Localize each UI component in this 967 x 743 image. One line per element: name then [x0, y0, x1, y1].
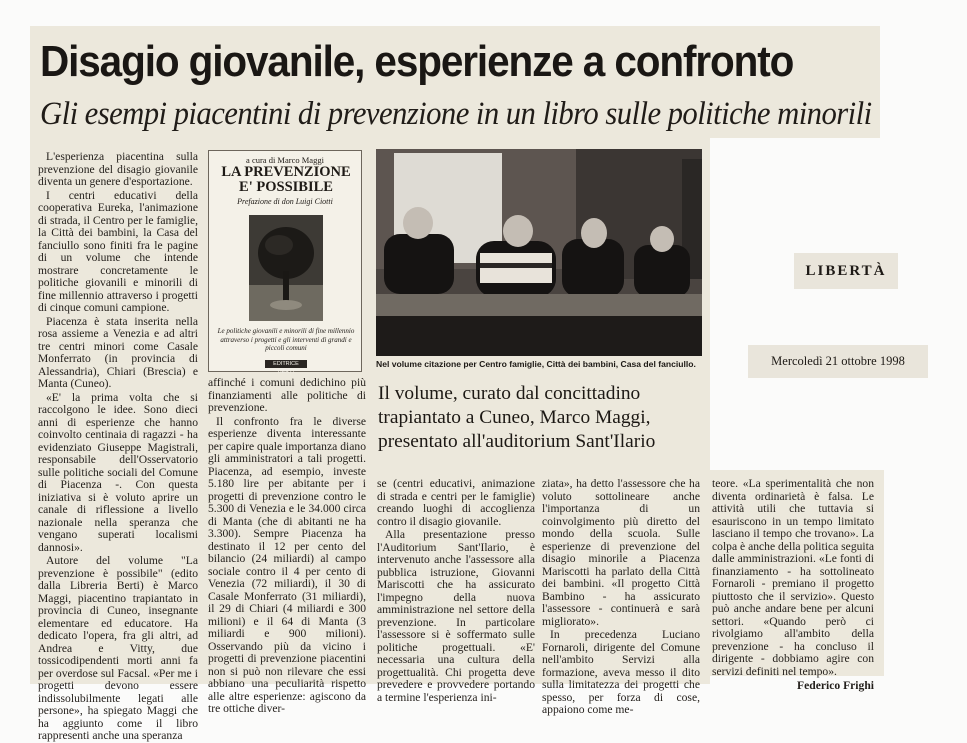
paragraph: «E' la prima volta che si raccolgono le idee. Sono dieci anni di esperienze che hanno coinvolto centinaia di ragazzi - ha evidenziato Giuseppe Magistrali, responsabile dell'Osservatorio sulle politiche sociali del Comune di Piacenza -. Con questa iniziativa si è voluto aprire un canale di riflessione a livello nazionale nella speranza che vengano superati localismi dannosi». — [38, 390, 198, 554]
article-column-3 — [377, 477, 535, 704]
paragraph: Alla presentazione presso l'Auditorium Sant'Ilario, è intervenuto anche l'assessore alla pubblica istruzione, Giovanni Mariscotti che ha assicurato l'impegno della nuova amministrazione nel settore della prevenzione. In particolare l'assessore si è soffermato sulle politiche progettuali. «E' necessaria una cultura della progettualità. Chi progetta deve prevedere e provvedere portando a termine l'esperienza ini- — [377, 528, 535, 704]
publication-date: Mercoledì 21 ottobre 1998 — [748, 345, 928, 378]
book-editor: a cura di Marco Maggi — [246, 155, 324, 165]
article-column-2 — [208, 376, 366, 715]
article-deck — [378, 382, 710, 454]
paragraph: teore. «La sperimentalità che non diventa ordinarietà è falsa. Le attività utili che tuttavia si esauriscono in un tempo limitato lasciano il tempo che trovano». La colpa è anche della politica seguita dalle amministrazioni. «Le fonti di finanziamento - ha sottolineato Fornaroli - premiano il progetto piuttosto che il servizio». Questo può anche andare bene per alcuni settori. «Quando però ci rivolgiamo all'ambito della prevenzione - ha concluso il dirigente - dobbiamo agire con servizi definiti nel tempo». — [712, 477, 874, 678]
paragraph: Il confronto fra le diverse esperienze diventa interessante per capire quale importanza diano gli amministratori a tali progetti. Piacenza, ad esempio, investe 5.180 lire per abitante per i progetti di prevenzione contro le 5.300 di Venezia e le 34.000 circa di Manta (che di abitanti ne ha 3.300). Sempre Piacenza ha destinato il 12 per cento del bilancio (24 miliardi) al campo sociale contro il 4 per cento di Venezia (72 miliardi), il 30 di Casale Monferrato (31 miliardi), il 29 di Chiari (4 miliardi e 300 milioni) e il 64 di Manta (3 miliardi e 900 milioni). Osservando più da vicino i progetti di prevenzione piacentini non si può non rilevare che essi abbiano una peculiarità rispetto alle altre esperienze: agiscono da tre ottiche diver- — [208, 414, 366, 715]
photo-caption: Nel volume citazione per Centro famiglie, Città dei bambini, Casa del fanciullo. — [376, 359, 696, 369]
press-conference-photo — [376, 149, 702, 356]
headline: Disagio giovanile, esperienze a confronto — [40, 37, 794, 86]
book-preface: Prefazione di don Luigi Ciotti — [237, 197, 333, 206]
newspaper-name: LIBERTÀ — [794, 253, 898, 289]
paragraph: Autore del volume "La prevenzione è possibile" (edito dalla Libreria Berti) è Marco Maggi, piacentino trapiantato in provincia di Cuneo, insegnante elementare ed educatore. Ha dedicato l'opera, fra gli altri, ad Andrea e Vitty, due tossicodipendenti morti anni fa per overdose sul Facsal. «Per me i progetti devono essere indissolubilmente legati alle persone», ha spiegato Maggi che ha aggiunto come il libro rappresenti anche una speranza — [38, 554, 198, 742]
paragraph: In precedenza Luciano Fornaroli, dirigente del Comune nell'ambito Servizi alla formazione, aveva messo il dito sulla limitatezza dei progetti che spesso, per forza di cose, appaiono come me- — [542, 628, 700, 716]
book-title-line-2: E' POSSIBILE — [239, 179, 333, 195]
book-cover — [208, 150, 362, 375]
paragraph: ziata», ha detto l'assessore che ha voluto sottolineare anche l'importanza di un coinvolgimento più diretto del mondo della scuola. Sulle esperienze di prevenzione del disagio minorile a Piacenza Mariscotti ha parlato della Città dei bambini. «Il progetto Città Bambino - ha assicurato l'assessore - continuerà e sarà migliorato». — [542, 477, 700, 628]
paragraph: Piacenza è stata inserita nella rosa assieme a Venezia e ad altri tre centri minori come Casale Monferrato (in provincia di Alessandria), Chiari (Brescia) e Manta (Cuneo). — [38, 314, 198, 390]
book-title — [213, 165, 359, 195]
subheadline: Gli esempi piacentini di prevenzione in un libro sulle politiche minorili — [40, 96, 872, 132]
paragraph: affinché i comuni dedichino più finanziamenti alle politiche di prevenzione. — [208, 376, 366, 414]
deck-line: trapiantato a Cuneo, Marco Maggi, — [378, 407, 651, 428]
article-column-1 — [38, 150, 198, 742]
book-title-line-1: LA PREVENZIONE — [221, 164, 351, 180]
paragraph: I centri educativi della cooperativa Eureka, l'animazione di strada, il Centro per le famiglie, la Città dei bambini, la Casa del fanciullo sono finiti fra le pagine di un volume che intende mostrare concretamente le politiche giovanili e minorili di fine millennio attraverso i progetti di cinque comuni campione. — [38, 188, 198, 314]
paragraph: L'esperienza piacentina sulla prevenzione del disagio giovanile diventa un genere d'esportazione. — [38, 150, 198, 188]
book-publisher: EDITRICE BERTI — [265, 360, 307, 368]
paragraph: se (centri educativi, animazione di strada e centri per le famiglie) creando luoghi di accoglienza contro il disagio giovanile. — [377, 477, 535, 528]
book-blurb: Le politiche giovanili e minorili di fine millennio attraverso i progetti e gli interventi di grandi e piccoli comuni — [217, 327, 355, 352]
deck-line: Il volume, curato dal concittadino — [378, 383, 641, 404]
tree-illustration — [249, 215, 323, 321]
article-column-4 — [542, 477, 700, 716]
author-signature: Federico Frighi — [797, 679, 874, 692]
deck-line: presentato all'auditorium Sant'Ilario — [378, 431, 656, 452]
article-column-5 — [712, 477, 874, 692]
